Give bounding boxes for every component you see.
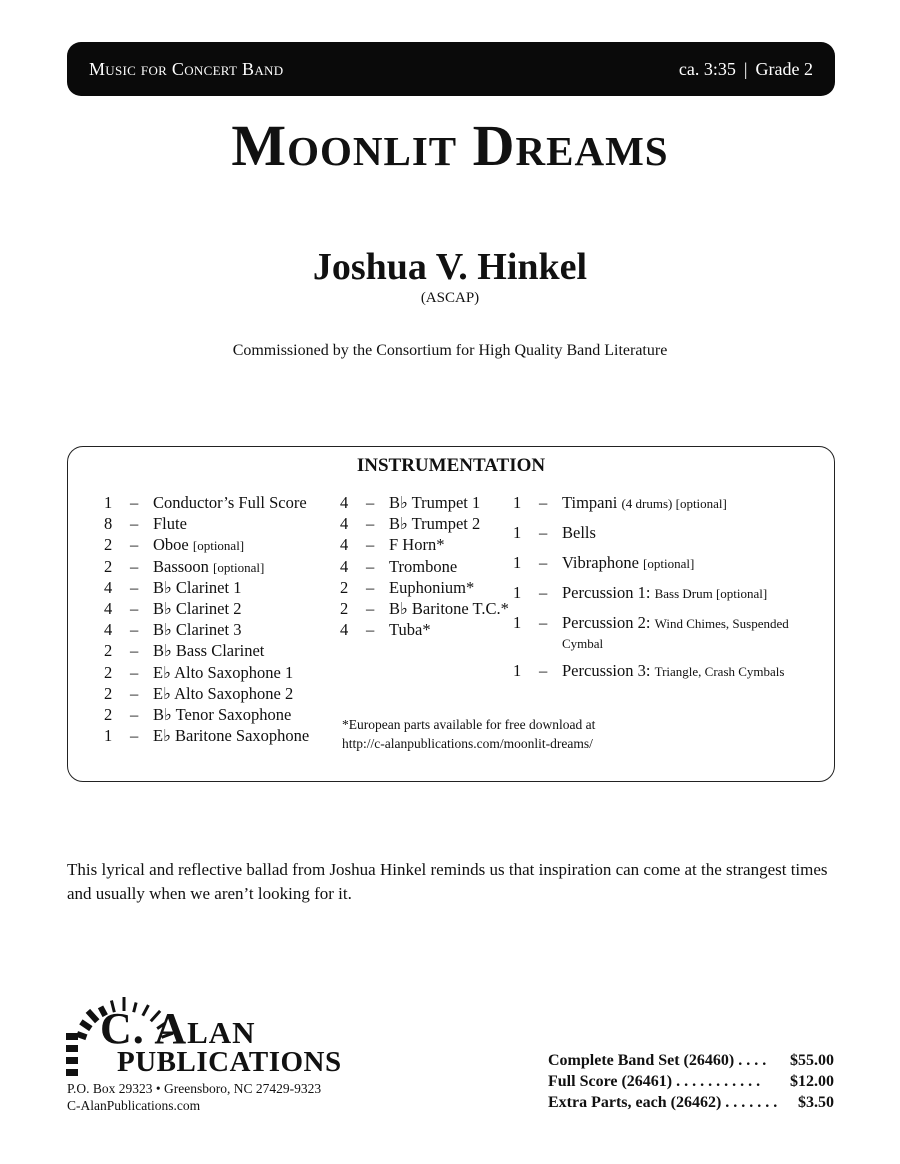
instrument-name: [379, 557, 457, 577]
instrument-name-text: B♭ Clarinet 1: [153, 577, 242, 597]
price-line: [548, 1071, 834, 1092]
instrument-row: [104, 514, 309, 535]
price-line: [548, 1050, 834, 1071]
price-item-name: Full Score (26461): [548, 1073, 673, 1090]
instrument-name-text: Timpani: [562, 493, 618, 512]
instrument-name: [143, 726, 309, 746]
instrument-name: [143, 620, 241, 640]
instrument-row: [513, 583, 812, 603]
instrument-row: [104, 620, 309, 641]
instrumentation-column-woodwinds: [104, 493, 309, 747]
instrument-dash: –: [130, 598, 139, 618]
composer-name: Joshua V. Hinkel: [312, 246, 588, 288]
instrumentation-column-brass: [340, 493, 509, 641]
instrument-quantity: 2: [104, 662, 113, 682]
instrument-quantity: 1: [513, 493, 522, 512]
instrument-name: [143, 493, 307, 513]
instrument-name: [379, 514, 480, 534]
price-leader: . . . .: [738, 1052, 767, 1069]
instrument-row: [340, 620, 509, 641]
grade-label: Grade 2: [755, 58, 813, 79]
instrument-dash: –: [366, 598, 375, 618]
sunburst-bar: [66, 1033, 78, 1040]
instrument-name: [552, 613, 812, 653]
instrument-name-text: B♭ Trumpet 2: [389, 514, 481, 534]
instrument-name: [552, 523, 596, 543]
footnote-url[interactable]: http://c-alanpublications.com/moonlit-dreams/: [342, 736, 593, 751]
instrument-name-text: Trombone: [389, 556, 458, 576]
instrument-dash: –: [130, 577, 139, 597]
instrument-dash: –: [130, 662, 139, 682]
instrument-row: [340, 578, 509, 599]
header-bar: [67, 42, 835, 96]
instrument-row: [513, 523, 812, 543]
footnote-text: *European parts available for free download at: [342, 717, 596, 732]
instrument-name-text: B♭ Bass Clarinet: [153, 641, 265, 661]
logo-publications: PUBLICATIONS: [117, 1046, 342, 1078]
instrument-row: [513, 613, 812, 653]
instrument-name-text: B♭ Baritone T.C.*: [389, 598, 509, 618]
instrument-name-text: E♭ Baritone Saxophone: [153, 726, 310, 746]
instrument-dash: –: [366, 620, 375, 640]
price-item-name: Extra Parts, each (26462): [548, 1094, 722, 1111]
instrument-quantity: 4: [340, 493, 349, 512]
instrument-dash: –: [539, 553, 548, 572]
instrument-row: [513, 661, 812, 681]
instrument-note: Bass Drum [optional]: [654, 586, 768, 601]
instrument-dash: –: [366, 577, 375, 597]
instrument-name: [143, 557, 264, 577]
instrument-dash: –: [130, 493, 139, 512]
instrument-name-text: E♭ Alto Saxophone 1: [153, 662, 294, 682]
instrument-row: [104, 557, 309, 578]
instrument-row: [104, 535, 309, 556]
instrument-quantity: 4: [340, 556, 349, 576]
sunburst-bar: [66, 1045, 78, 1052]
instrument-row: [340, 599, 509, 620]
instrument-row: [513, 553, 812, 573]
instrument-name: [143, 514, 187, 534]
instrument-name: [379, 599, 509, 619]
instrumentation-heading: INSTRUMENTATION: [356, 455, 546, 476]
instrument-dash: –: [539, 493, 548, 512]
instrument-name: [379, 535, 444, 555]
sunburst-ray: [88, 1011, 97, 1021]
instrument-quantity: 1: [104, 726, 113, 746]
logo-name: C. Alan: [100, 1004, 256, 1053]
instrument-name: [143, 535, 244, 555]
price-label: [548, 1050, 766, 1071]
instrument-note: [optional]: [213, 559, 265, 575]
instrument-name: [379, 493, 480, 513]
instrument-dash: –: [130, 535, 139, 555]
instrument-row: [340, 514, 509, 535]
instrument-name-text: Flute: [153, 514, 187, 534]
instrument-quantity: 8: [104, 514, 113, 534]
instrument-name-text: E♭ Alto Saxophone 2: [153, 683, 294, 703]
european-parts-footnote: [342, 715, 595, 753]
instrument-dash: –: [366, 556, 375, 576]
instrument-name: [552, 493, 727, 513]
duration-label: ca. 3:35: [678, 58, 736, 79]
instrument-name-text: B♭ Clarinet 2: [153, 598, 242, 618]
header-separator: |: [743, 58, 748, 79]
price-item-name: Complete Band Set (26460): [548, 1052, 735, 1069]
instrument-row: [104, 726, 309, 747]
instrument-row: [340, 535, 509, 556]
instrument-row: [104, 663, 309, 684]
price-amount: $3.50: [798, 1094, 834, 1111]
instrument-name: [379, 578, 474, 598]
instrument-dash: –: [130, 556, 139, 576]
instrument-quantity: 1: [513, 553, 522, 572]
piece-title: Moonlit Dreams: [231, 113, 669, 178]
instrument-quantity: 2: [340, 577, 349, 597]
instrument-note: (4 drums) [optional]: [621, 496, 727, 511]
price-line: [548, 1092, 834, 1113]
instrument-row: [104, 705, 309, 726]
instrument-quantity: 2: [104, 683, 113, 703]
series-label: Music for Concert Band: [89, 58, 284, 79]
instrument-quantity: 4: [340, 514, 349, 534]
instrument-name: [143, 705, 291, 725]
instrument-name-text: F Horn*: [389, 535, 445, 555]
instrumentation-column-percussion: [513, 493, 812, 691]
instrument-name-text: Bassoon: [153, 556, 209, 576]
instrument-name-text: Percussion 1:: [562, 583, 651, 602]
instrument-quantity: 2: [104, 704, 113, 724]
composer-society: (ASCAP): [420, 290, 480, 306]
instrument-name-text: B♭ Tenor Saxophone: [153, 704, 292, 724]
instrument-name-text: Percussion 2:: [562, 613, 651, 632]
instrument-quantity: 1: [513, 523, 522, 542]
instrument-quantity: 4: [340, 620, 349, 640]
instrument-row: [104, 641, 309, 662]
instrument-name-text: B♭ Clarinet 3: [153, 620, 242, 640]
instrument-quantity: 1: [513, 613, 522, 632]
instrument-quantity: 2: [104, 535, 113, 555]
instrument-row: [104, 578, 309, 599]
publisher-logo: [62, 983, 352, 1083]
instrument-dash: –: [130, 683, 139, 703]
instrument-dash: –: [130, 704, 139, 724]
instrument-note: [optional]: [643, 556, 695, 571]
price-label: [548, 1071, 760, 1092]
price-leader: . . . . . . . . . . .: [676, 1073, 761, 1090]
instrument-row: [104, 684, 309, 705]
instrument-name: [143, 684, 293, 704]
instrumentation-box: [67, 446, 835, 782]
instrument-name: [552, 661, 784, 681]
instrument-row: [340, 493, 509, 514]
instrument-quantity: 4: [104, 620, 113, 640]
instrument-dash: –: [366, 514, 375, 534]
instrument-name: [143, 641, 264, 661]
instrument-name: [143, 663, 293, 683]
price-leader: . . . . . . .: [725, 1094, 778, 1111]
sunburst-ray: [81, 1022, 91, 1029]
instrument-name-text: Bells: [562, 523, 596, 542]
price-list: [548, 1050, 834, 1113]
instrument-note: [optional]: [192, 538, 245, 554]
sunburst-ray: [77, 1034, 86, 1037]
instrument-quantity: 4: [104, 598, 113, 618]
instrument-row: [104, 599, 309, 620]
header-meta: [679, 59, 813, 80]
instrument-name: [552, 553, 694, 573]
price-amount: $55.00: [790, 1052, 834, 1069]
instrument-quantity: 2: [104, 641, 113, 661]
instrument-quantity: 1: [513, 661, 522, 680]
instrument-quantity: 1: [513, 583, 522, 602]
instrument-quantity: 4: [340, 535, 349, 555]
instrument-note: Wind Chimes, Suspended Cymbal: [562, 616, 789, 651]
instrument-row: [340, 557, 509, 578]
instrument-dash: –: [366, 493, 375, 512]
instrument-name-text: Oboe: [153, 535, 189, 555]
instrument-quantity: 2: [104, 556, 113, 576]
instrument-dash: –: [539, 613, 548, 632]
instrument-quantity: 4: [104, 577, 113, 597]
publisher-address: P.O. Box 29323 • Greensboro, NC 27429-9323: [67, 1081, 322, 1096]
piece-description: This lyrical and reflective ballad from Joshua Hinkel reminds us that inspiration can come at the strangest times and usually when we aren’t looking for it.: [67, 860, 828, 903]
instrument-name: [143, 599, 241, 619]
sunburst-bar: [66, 1069, 78, 1076]
instrument-dash: –: [539, 523, 548, 542]
instrument-row: [513, 493, 812, 513]
publisher-contact: [67, 1080, 321, 1114]
instrument-name-text: Tuba*: [389, 620, 431, 640]
publisher-website[interactable]: C-AlanPublications.com: [67, 1098, 201, 1113]
instrument-name: [552, 583, 767, 603]
instrument-dash: –: [130, 726, 139, 746]
instrument-quantity: 2: [340, 598, 349, 618]
instrument-name-text: Vibraphone: [562, 553, 639, 572]
instrument-row: [104, 493, 309, 514]
instrument-name-text: Conductor’s Full Score: [153, 493, 307, 512]
instrument-quantity: 1: [104, 493, 113, 512]
instrument-dash: –: [130, 514, 139, 534]
sunburst-bar: [66, 1057, 78, 1064]
price-amount: $12.00: [790, 1073, 834, 1090]
instrument-dash: –: [130, 641, 139, 661]
instrument-name: [143, 578, 241, 598]
instrument-name-text: B♭ Trumpet 1: [389, 493, 481, 512]
instrument-name-text: Euphonium*: [389, 577, 475, 597]
instrument-dash: –: [130, 620, 139, 640]
instrument-name-text: Percussion 3:: [562, 661, 651, 680]
instrument-dash: –: [539, 583, 548, 602]
instrument-dash: –: [366, 535, 375, 555]
instrument-name: [379, 620, 431, 640]
price-label: [548, 1092, 777, 1113]
commission-note: Commissioned by the Consortium for High Quality Band Literature: [232, 342, 668, 359]
instrument-dash: –: [539, 661, 548, 680]
instrument-note: Triangle, Crash Cymbals: [654, 664, 785, 679]
